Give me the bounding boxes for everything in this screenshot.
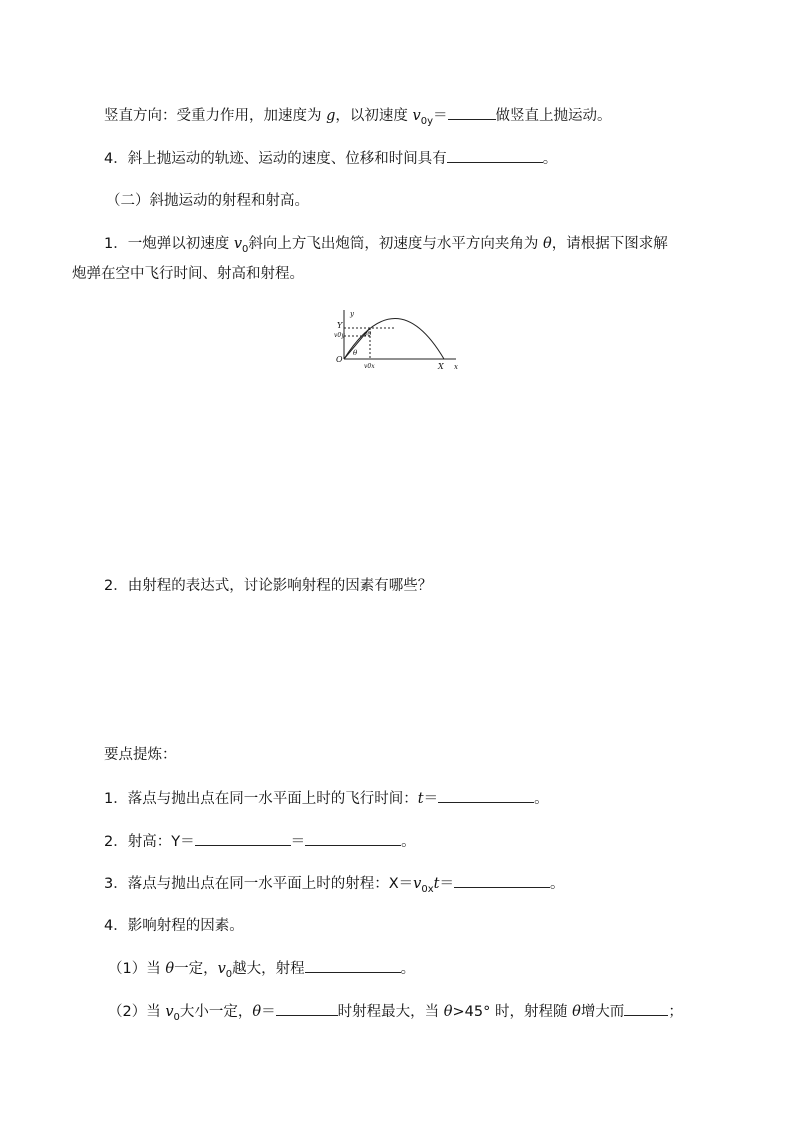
answer-blank[interactable] — [305, 958, 401, 973]
trajectory-curve — [344, 319, 444, 360]
svg-text:v0: v0 — [364, 331, 372, 338]
answer-blank[interactable] — [195, 831, 291, 846]
question-1-line1: 1．一炮弹以初速度 $v_0$斜向上方飞出炮筒，初速度与水平方向夹角为 θ，请根据下图求解 — [104, 236, 668, 255]
svg-text:x: x — [454, 363, 458, 371]
answer-blank[interactable] — [438, 788, 534, 803]
svg-text:v0y: v0y — [334, 332, 345, 339]
svg-text:θ: θ — [353, 349, 358, 357]
item-4-line: 4．斜上抛运动的轨迹、运动的速度、位移和时间具有 。 — [104, 148, 557, 169]
svg-text:Y: Y — [337, 321, 343, 330]
question-1-line2: 炮弹在空中飞行时间、射高和射程。 — [72, 266, 304, 282]
key-point-4: 4．影响射程的因素。 — [104, 918, 244, 934]
answer-blank[interactable] — [448, 105, 496, 120]
svg-text:y: y — [350, 310, 354, 318]
answer-blank[interactable] — [447, 148, 543, 163]
key-point-4-1: （1）当 θ一定，$v_0$越大，射程 。 — [108, 958, 415, 985]
key-point-2: 2．射高：Y＝ ＝ 。 — [104, 831, 416, 852]
section-heading: （二）斜抛运动的射程和射高。 — [106, 193, 309, 209]
key-point-4-2: （2）当 $v_0$大小一定，θ＝ 时射程最大，当 θ>45° 时，射程随 θ增大而 ； — [108, 1001, 683, 1028]
svg-text:O: O — [336, 355, 343, 364]
projectile-diagram — [334, 308, 464, 374]
answer-blank[interactable] — [454, 873, 550, 888]
vertical-direction-line: 竖直方向：受重力作用，加速度为 g，以初速度 $v_{0y}=$ 做竖直上抛运动。 — [104, 105, 612, 132]
question-2: 2．由射程的表达式，讨论影响射程的因素有哪些？ — [104, 578, 433, 594]
svg-text:X: X — [438, 362, 444, 371]
key-point-1: 1．落点与抛出点在同一水平面上时的飞行时间：t＝ 。 — [104, 788, 549, 809]
svg-text:v0x: v0x — [364, 363, 375, 370]
answer-blank[interactable] — [624, 1001, 668, 1016]
key-points-title: 要点提炼： — [104, 747, 177, 763]
answer-blank[interactable] — [305, 831, 401, 846]
answer-blank[interactable] — [276, 1001, 338, 1016]
key-point-3: 3．落点与抛出点在同一水平面上时的射程：$X=v_{0x}t=$ 。 — [104, 873, 564, 900]
